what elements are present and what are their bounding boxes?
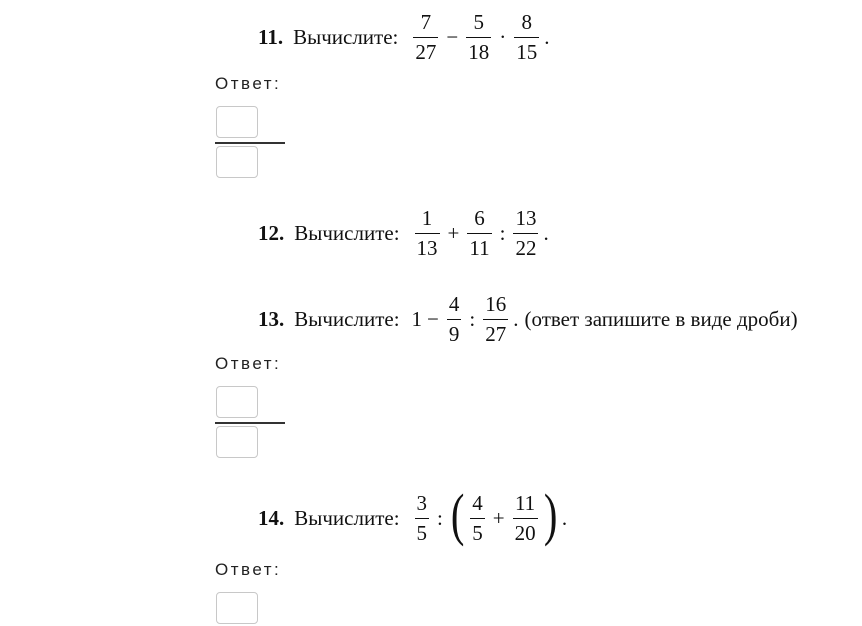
operator: + — [492, 505, 505, 530]
numerator-input[interactable] — [216, 386, 258, 418]
problem-13 — [258, 294, 798, 345]
problem-verb: Вычислите: — [293, 25, 399, 49]
denominator: 11 — [467, 233, 491, 259]
fraction-bar — [215, 422, 285, 424]
denominator: 9 — [447, 319, 462, 345]
answer-input[interactable] — [216, 592, 258, 624]
operator: − — [446, 25, 459, 49]
left-parenthesis: ( — [450, 482, 465, 547]
problem-11 — [258, 12, 549, 63]
numerator: 8 — [521, 10, 532, 34]
denominator: 5 — [470, 518, 485, 544]
denominator: 20 — [513, 518, 538, 544]
numerator: 6 — [474, 206, 485, 230]
denominator: 22 — [513, 233, 538, 259]
leading-number: 1 — [411, 307, 423, 331]
fraction — [514, 12, 539, 63]
fraction-bar — [215, 142, 285, 144]
answer-label: Ответ: — [215, 560, 282, 579]
problem-verb: Вычислите: — [294, 505, 400, 530]
denominator: 13 — [415, 233, 440, 259]
operator: + — [447, 221, 460, 245]
answer-fraction-input-11 — [215, 106, 287, 182]
fraction — [447, 294, 462, 345]
problem-number: 13. — [258, 307, 285, 331]
answer-label: Ответ: — [215, 354, 282, 373]
numerator: 13 — [515, 206, 537, 230]
denominator: 15 — [514, 37, 539, 63]
fraction — [415, 490, 430, 545]
answer-fraction-input-13 — [215, 386, 287, 462]
problem-12 — [258, 208, 549, 259]
problem-14 — [258, 482, 568, 547]
numerator: 5 — [473, 10, 484, 34]
denominator: 27 — [483, 319, 508, 345]
right-parenthesis: ) — [543, 482, 557, 547]
problem-number: 14. — [258, 505, 285, 530]
problem-number: 11. — [258, 25, 284, 49]
denominator: 18 — [466, 37, 491, 63]
period: . — [543, 221, 549, 245]
fraction — [467, 208, 491, 259]
operator: · — [499, 25, 507, 49]
fraction — [513, 208, 538, 259]
operator: − — [427, 307, 439, 331]
denominator: 5 — [415, 518, 430, 544]
problem-verb: Вычислите: — [294, 221, 400, 245]
numerator: 16 — [485, 292, 507, 316]
numerator: 1 — [421, 206, 433, 230]
problem-number: 12. — [258, 221, 285, 245]
numerator: 3 — [416, 490, 428, 515]
fraction — [413, 12, 438, 63]
fraction — [470, 490, 485, 545]
fraction — [513, 490, 538, 545]
numerator: 11 — [514, 490, 536, 515]
period: . — [544, 25, 550, 49]
numerator: 7 — [420, 10, 432, 34]
numerator-input[interactable] — [216, 106, 258, 138]
denominator-input[interactable] — [216, 426, 258, 458]
answer-input-14 — [215, 592, 287, 626]
fraction — [466, 12, 491, 63]
operator: : — [499, 221, 506, 245]
problem-note: (ответ запишите в виде дроби) — [524, 307, 798, 331]
fraction — [415, 208, 440, 259]
operator: : — [437, 505, 443, 530]
answer-label: Ответ: — [215, 74, 282, 93]
fraction — [483, 294, 508, 345]
period: . — [561, 505, 568, 530]
numerator: 4 — [472, 490, 483, 515]
denominator: 27 — [413, 37, 438, 63]
denominator-input[interactable] — [216, 146, 258, 178]
problem-verb: Вычислите: — [294, 307, 400, 331]
operator: : — [469, 307, 476, 331]
period: . — [513, 307, 519, 331]
numerator: 4 — [448, 292, 460, 316]
